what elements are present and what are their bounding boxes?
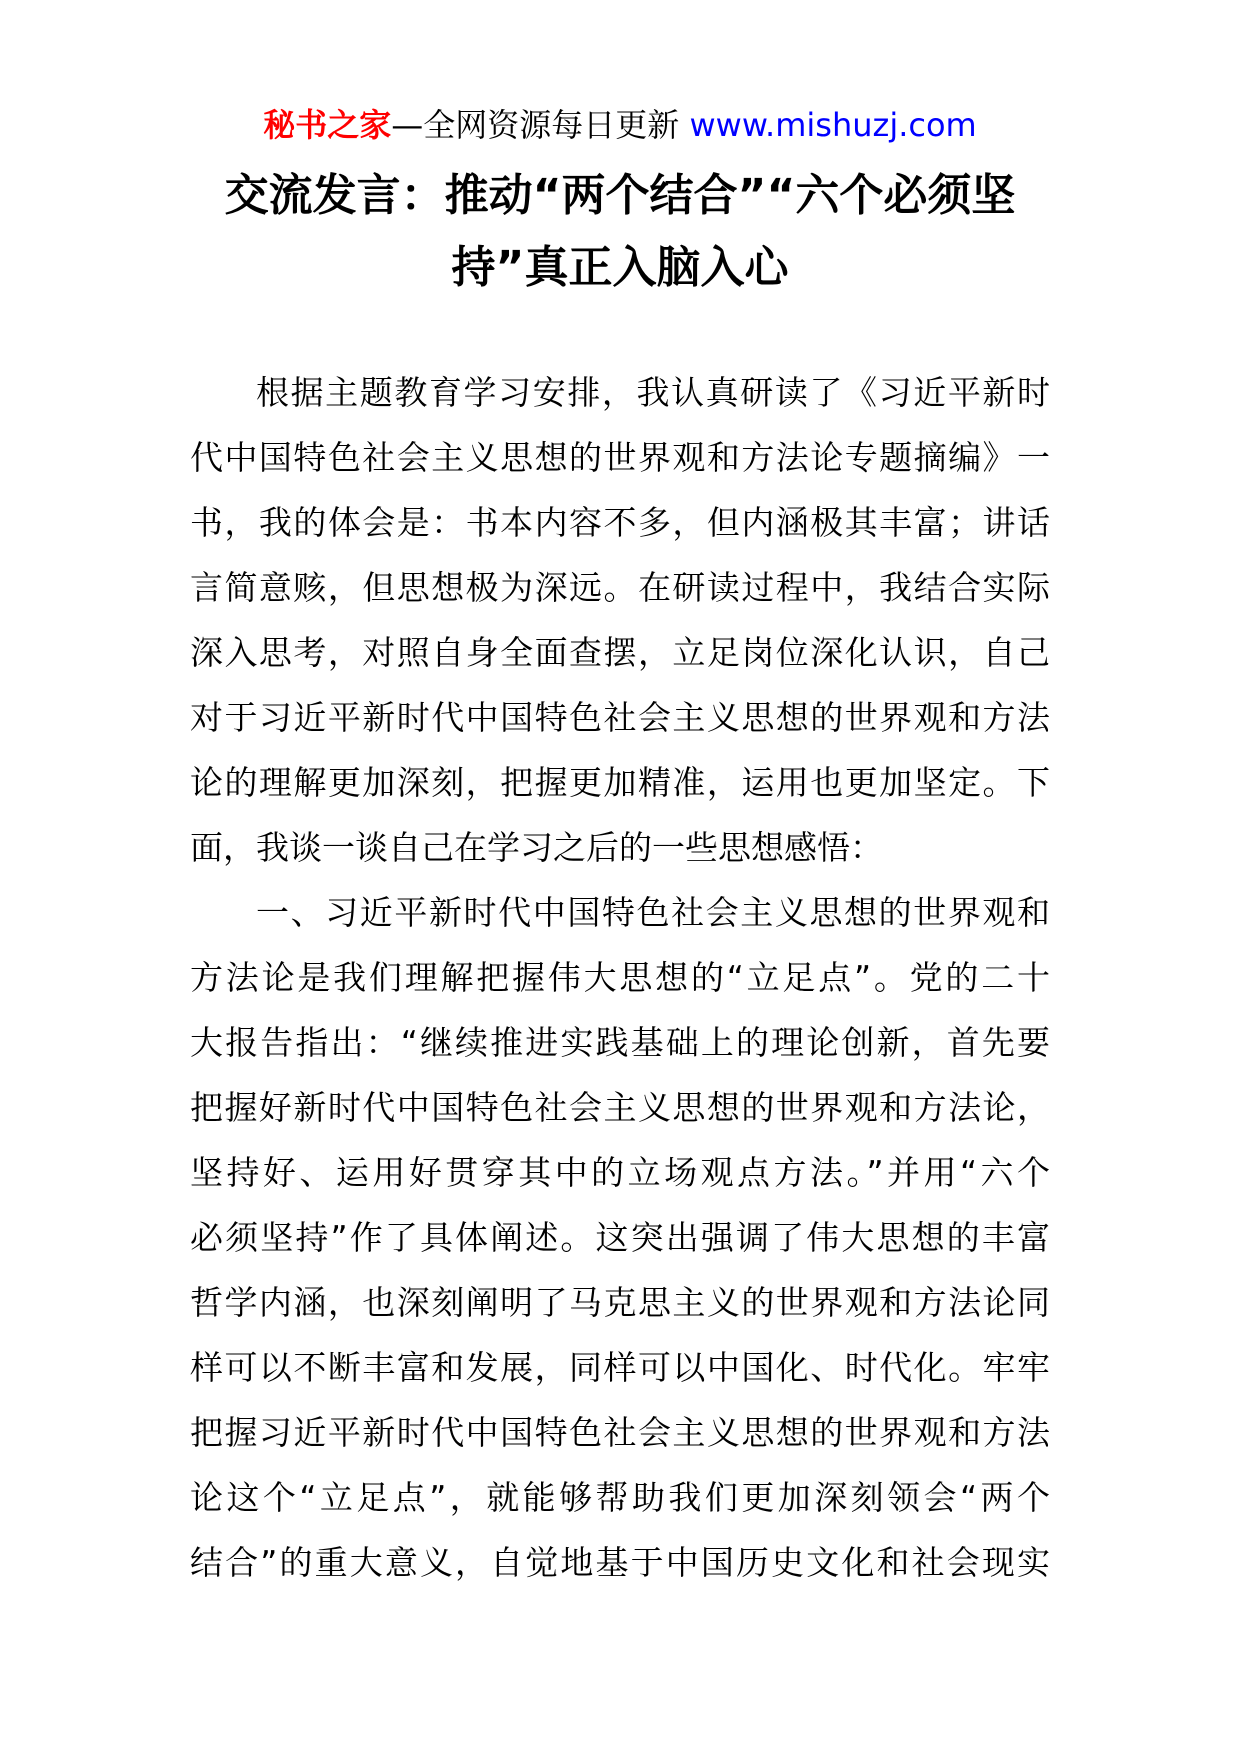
- body-line: 坚持好、运用好贯穿其中的立场观点方法。”并用“六个: [190, 1153, 1050, 1192]
- body-line: 样可以不断丰富和发展，同样可以中国化、时代化。牢牢: [190, 1348, 1050, 1387]
- body-line: 面，我谈一谈自己在学习之后的一些思想感悟：: [190, 828, 883, 867]
- body-line: 一、习近平新时代中国特色社会主义思想的世界观和: [256, 893, 1050, 932]
- body-line: 言简意赅，但思想极为深远。在研读过程中，我结合实际: [190, 568, 1050, 607]
- body-line: 深入思考，对照自身全面查摆，立足岗位深化认识，自己: [190, 633, 1050, 672]
- site-slogan: —全网资源每日更新: [391, 106, 680, 144]
- document-title: [190, 160, 1050, 304]
- body-line: 把握好新时代中国特色社会主义思想的世界观和方法论，: [190, 1088, 1050, 1127]
- body-line: 对于习近平新时代中国特色社会主义思想的世界观和方法: [190, 698, 1050, 737]
- site-brand: 秘书之家: [263, 106, 392, 144]
- title-line: 持”真正入脑入心: [451, 242, 789, 293]
- body-line: 把握习近平新时代中国特色社会主义思想的世界观和方法: [190, 1413, 1050, 1452]
- body-line: 大报告指出：“继续推进实践基础上的理论创新，首先要: [190, 1023, 1050, 1062]
- body-line: 哲学内涵，也深刻阐明了马克思主义的世界观和方法论同: [190, 1283, 1050, 1322]
- title-line: 交流发言：推动“两个结合”“六个必须坚: [224, 170, 1016, 221]
- site-url[interactable]: www.mishuzj.com: [679, 106, 977, 144]
- body-line: 代中国特色社会主义思想的世界观和方法论专题摘编》一: [190, 438, 1050, 477]
- body-line: 根据主题教育学习安排，我认真研读了《习近平新时: [256, 373, 1050, 412]
- body-line: 必须坚持”作了具体阐述。这突出强调了伟大思想的丰富: [190, 1218, 1050, 1257]
- document-body: [190, 360, 1050, 1595]
- site-header: [0, 100, 1240, 150]
- body-line: 论这个“立足点”，就能够帮助我们更加深刻领会“两个: [190, 1478, 1050, 1517]
- body-line: 论的理解更加深刻，把握更加精准，运用也更加坚定。下: [190, 763, 1050, 802]
- body-line: 书，我的体会是：书本内容不多，但内涵极其丰富；讲话: [190, 503, 1050, 542]
- body-line: 方法论是我们理解把握伟大思想的“立足点”。党的二十: [190, 958, 1050, 997]
- body-line: 结合”的重大意义，自觉地基于中国历史文化和社会现实: [190, 1543, 1050, 1582]
